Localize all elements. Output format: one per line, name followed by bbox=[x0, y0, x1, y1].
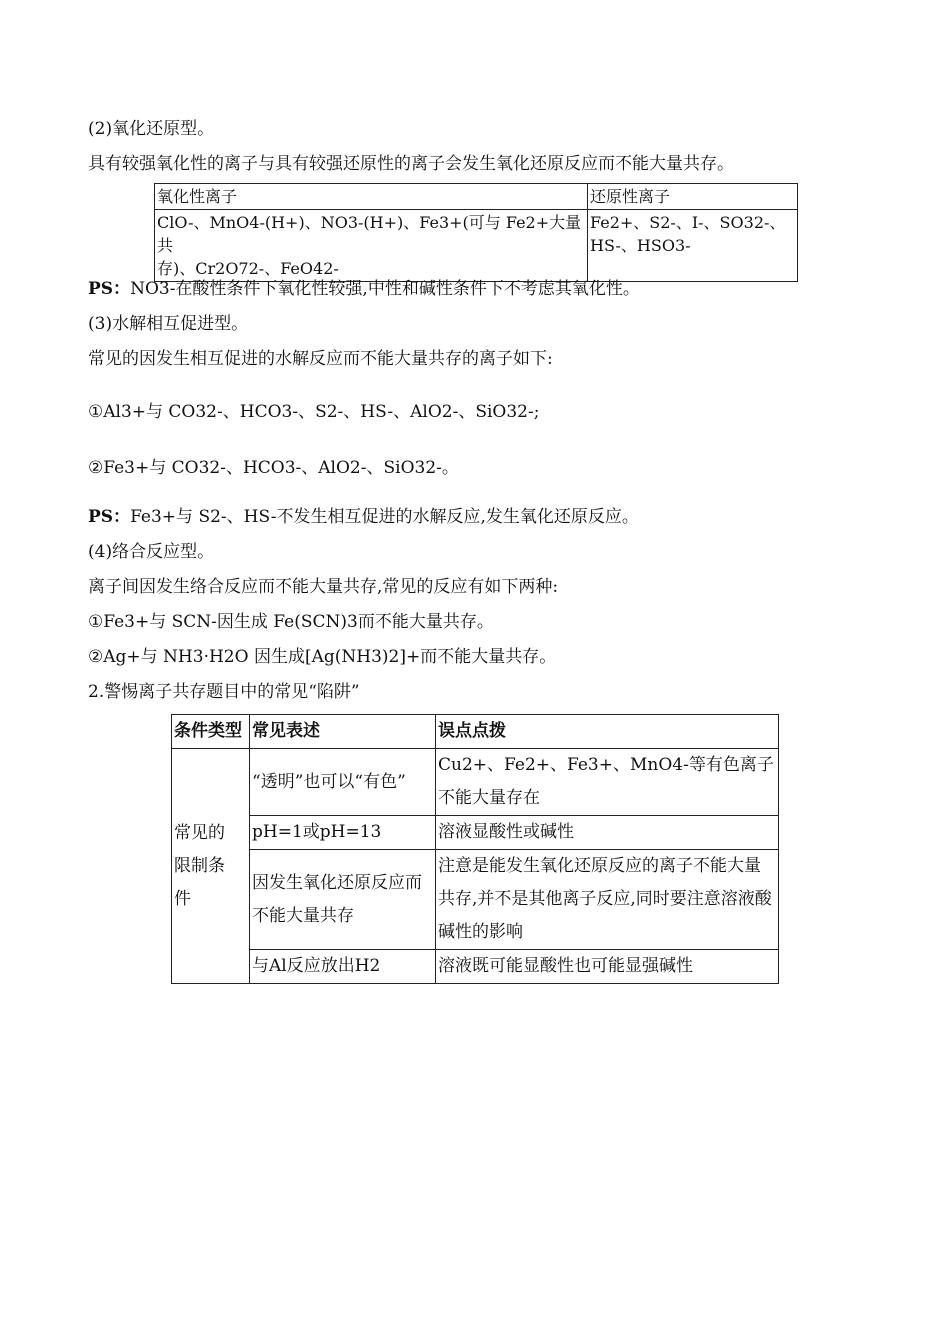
condition-category-label: 常见的限制条件 bbox=[174, 822, 225, 909]
trap-conditions-table bbox=[171, 714, 779, 984]
ps-note-1-text: NO3-在酸性条件下氧化性较强,中性和碱性条件下不考虑其氧化性。 bbox=[130, 279, 640, 299]
common-expression-header: 常见表述 bbox=[250, 715, 436, 749]
reducing-ion-list-line-1: Fe2+、S2-、I-、SO32-、 bbox=[590, 213, 786, 232]
section-4-description: 离子间因发生络合反应而不能大量共存,常见的反应有如下两种: bbox=[88, 577, 559, 597]
oxidizing-ion-list-line-1: ClO-、MnO4-(H+)、NO3-(H+)、Fe3+(可与 Fe2+大量共 bbox=[157, 213, 582, 255]
section-4-title: (4)络合反应型。 bbox=[88, 542, 215, 562]
part-2-title: 2.警惕离子共存题目中的常见“陷阱” bbox=[88, 682, 360, 702]
section-2-title: (2)氧化还原型。 bbox=[88, 119, 215, 139]
ps-label: PS： bbox=[88, 507, 131, 527]
oxidizing-ion-header: 氧化性离子 bbox=[155, 184, 588, 210]
row-4-hint: 溶液既可能显酸性也可能显强碱性 bbox=[436, 950, 779, 984]
ps-note-1 bbox=[88, 278, 640, 300]
row-1-hint: Cu2+、Fe2+、Fe3+、MnO4-等有色离子不能大量存在 bbox=[436, 749, 779, 816]
condition-category-cell bbox=[172, 749, 250, 984]
row-3-expression: 因发生氧化还原反应而不能大量共存 bbox=[250, 850, 436, 950]
reducing-ion-header: 还原性离子 bbox=[588, 184, 798, 210]
row-2-expression: pH=1或pH=13 bbox=[250, 816, 436, 850]
condition-type-header: 条件类型 bbox=[172, 715, 250, 749]
section-3-item-1: ①Al3+与 CO32-、HCO3-、S2-、HS-、AlO2-、SiO32-; bbox=[88, 402, 540, 422]
reducing-ion-list-line-2: HS-、HSO3- bbox=[590, 236, 691, 255]
section-3-title: (3)水解相互促进型。 bbox=[88, 314, 249, 334]
oxidizing-ion-list-line-2: 存)、Cr2O72-、FeO42- bbox=[157, 259, 339, 278]
section-3-description: 常见的因发生相互促进的水解反应而不能大量共存的离子如下: bbox=[88, 349, 553, 369]
ps-note-2 bbox=[88, 506, 639, 528]
ps-label: PS： bbox=[88, 279, 131, 299]
row-1-expression: “透明”也可以“有色” bbox=[250, 749, 436, 816]
ps-note-2-text: Fe3+与 S2-、HS-不发生相互促进的水解反应,发生氧化还原反应。 bbox=[130, 507, 639, 527]
section-4-item-1: ①Fe3+与 SCN-因生成 Fe(SCN)3而不能大量共存。 bbox=[88, 612, 494, 632]
row-3-hint: 注意是能发生氧化还原反应的离子不能大量共存,并不是其他离子反应,同时要注意溶液酸碱性的影响 bbox=[436, 850, 779, 950]
reducing-ion-list bbox=[588, 210, 798, 282]
hint-header: 误点点拨 bbox=[436, 715, 779, 749]
row-4-expression: 与Al反应放出H2 bbox=[250, 950, 436, 984]
row-2-hint: 溶液显酸性或碱性 bbox=[436, 816, 779, 850]
section-3-item-2: ②Fe3+与 CO32-、HCO3-、AlO2-、SiO32-。 bbox=[88, 458, 459, 478]
redox-ion-table bbox=[154, 183, 798, 282]
oxidizing-ion-list bbox=[155, 210, 588, 282]
section-4-item-2: ②Ag+与 NH3·H2O 因生成[Ag(NH3)2]+而不能大量共存。 bbox=[88, 647, 557, 667]
section-2-description: 具有较强氧化性的离子与具有较强还原性的离子会发生氧化还原反应而不能大量共存。 bbox=[88, 154, 734, 174]
